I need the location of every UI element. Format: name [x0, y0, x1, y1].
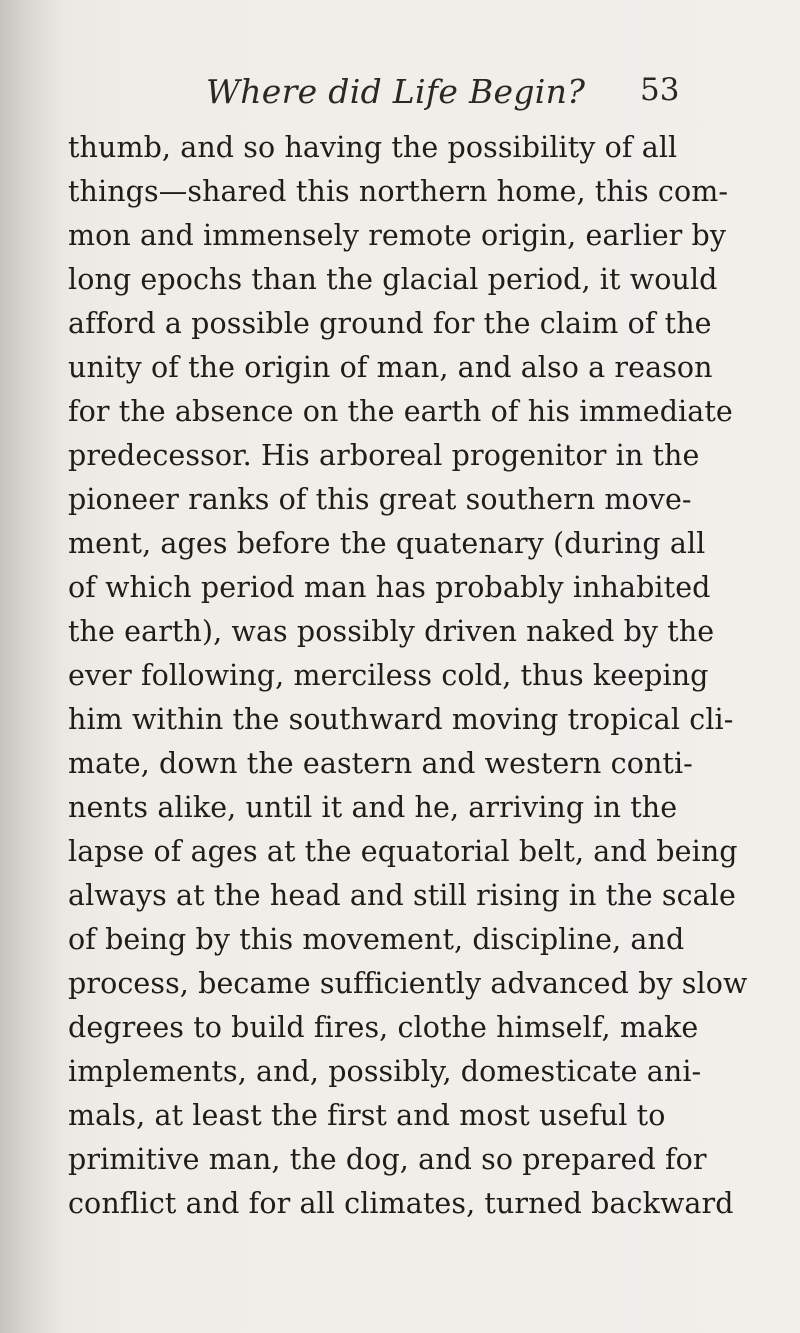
- text-line: for the absence on the earth of his immediate: [68, 395, 733, 428]
- text-line: unity of the origin of man, and also a reason: [68, 351, 713, 384]
- text-line: process, became sufficiently advanced by slow: [68, 967, 748, 1000]
- text-line: afford a possible ground for the claim of the: [68, 307, 712, 340]
- text-line: conflict and for all climates, turned backward: [68, 1187, 734, 1220]
- text-line: things—shared this northern home, this com-: [68, 175, 729, 208]
- text-line: mate, down the eastern and western conti-: [68, 747, 693, 780]
- text-line: the earth), was possibly driven naked by the: [68, 615, 715, 648]
- text-line: degrees to build fires, clothe himself, make: [68, 1011, 699, 1044]
- text-line: nents alike, until it and he, arriving in the: [68, 791, 678, 824]
- text-line: of being by this movement, discipline, and: [68, 923, 685, 956]
- gutter-shadow: [0, 0, 60, 1333]
- running-head: [0, 72, 800, 122]
- text-line: ever following, merciless cold, thus keeping: [68, 659, 709, 692]
- text-line: primitive man, the dog, and so prepared for: [68, 1143, 707, 1176]
- text-line: lapse of ages at the equatorial belt, and being: [68, 835, 738, 868]
- text-line: ment, ages before the quatenary (during all: [68, 527, 706, 560]
- text-line: mals, at least the first and most useful to: [68, 1099, 666, 1132]
- text-line: mon and immensely remote origin, earlier by: [68, 219, 727, 252]
- page-number: 53: [640, 72, 680, 108]
- text-line: implements, and, possibly, domesticate ani-: [68, 1055, 702, 1088]
- text-line: him within the southward moving tropical cli-: [68, 703, 734, 736]
- running-title: Where did Life Begin?: [206, 72, 586, 111]
- text-line: long epochs than the glacial period, it would: [68, 263, 718, 296]
- text-line: always at the head and still rising in the scale: [68, 879, 736, 912]
- text-line: predecessor. His arboreal progenitor in the: [68, 439, 700, 472]
- text-line: of which period man has probably inhabited: [68, 571, 711, 604]
- text-line: pioneer ranks of this great southern move-: [68, 483, 692, 516]
- text-line: thumb, and so having the possibility of all: [68, 131, 678, 164]
